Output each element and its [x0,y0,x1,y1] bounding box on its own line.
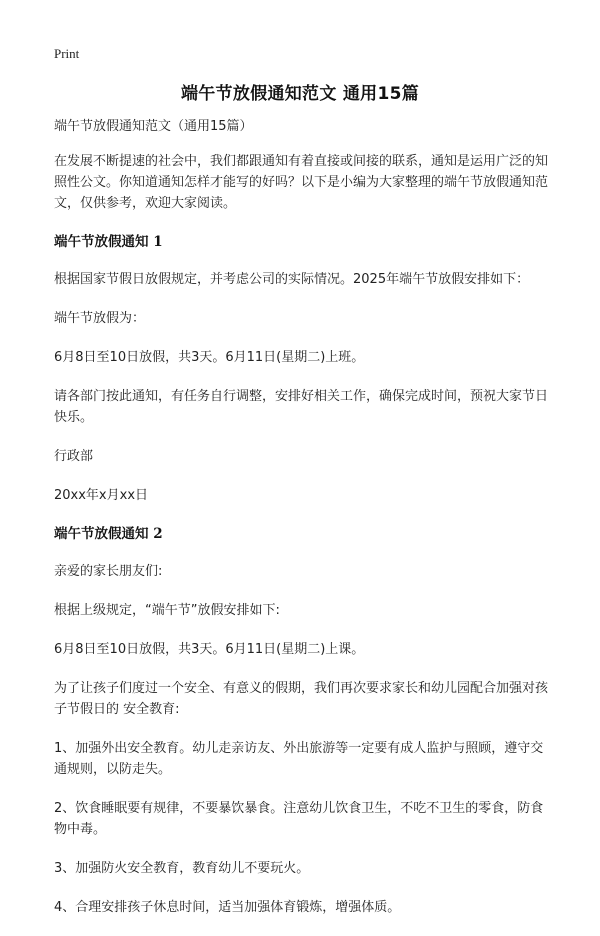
notice-1-heading: 端午节放假通知 1 [54,234,163,250]
notice-1-signature: 行政部 [54,449,94,464]
list-item: 1、加强外出安全教育。幼儿走亲访友、外出旅游等一定要有成人监护与照顾，遵守交通规则，以防走失。 [54,741,544,777]
notice-2-paragraph: 根据上级规定，“端午节”放假安排如下: [54,603,280,618]
list-item: 3、加强防火安全教育，教育幼儿不要玩火。 [54,861,310,876]
document-body [54,116,554,936]
list-item: 2、饮食睡眠要有规律，不要暴饮暴食。注意幼儿饮食卫生，不吃不卫生的零食，防食物中毒。 [54,801,544,837]
notice-1-paragraph: 根据国家节假日放假规定，并考虑公司的实际情况。2025年端午节放假安排如下： [54,272,530,287]
notice-1-paragraph: 请各部门按此通知，有任务自行调整，安排好相关工作，确保完成时间，预祝大家节日快乐。 [54,389,549,425]
notice-2-paragraph: 为了让孩子们度过一个安全、有意义的假期，我们再次要求家长和幼儿园配合加强对孩子节假日的 安全教育: [54,681,549,717]
notice-2-paragraph: 6月8日至10日放假，共3天。6月11日(星期二)上课。 [54,642,365,657]
print-label: Print [54,46,80,61]
notice-1-paragraph: 6月8日至10日放假，共3天。6月11日(星期二)上班。 [54,350,365,365]
notice-1-paragraph: 端午节放假为： [54,311,146,326]
intro-subtitle: 端午节放假通知范文（通用15篇） [54,119,253,134]
intro-paragraph: 在发展不断提速的社会中，我们都跟通知有着直接或间接的联系，通知是运用广泛的知照性公文。你知道通知怎样才能写的好吗？以下是小编为大家整理的端午节放假通知范文，仅供参考，欢迎大家阅读。 [54,154,549,211]
notice-1-date: 20xx年x月xx日 [54,488,149,503]
notice-2-heading: 端午节放假通知 2 [54,526,163,542]
list-item: 4、合理安排孩子休息时间，适当加强体育锻炼，增强体质。 [54,900,401,915]
page-title: 端午节放假通知范文 通用15篇 [180,84,420,104]
notice-2-paragraph: 亲爱的家长朋友们: [54,564,163,579]
